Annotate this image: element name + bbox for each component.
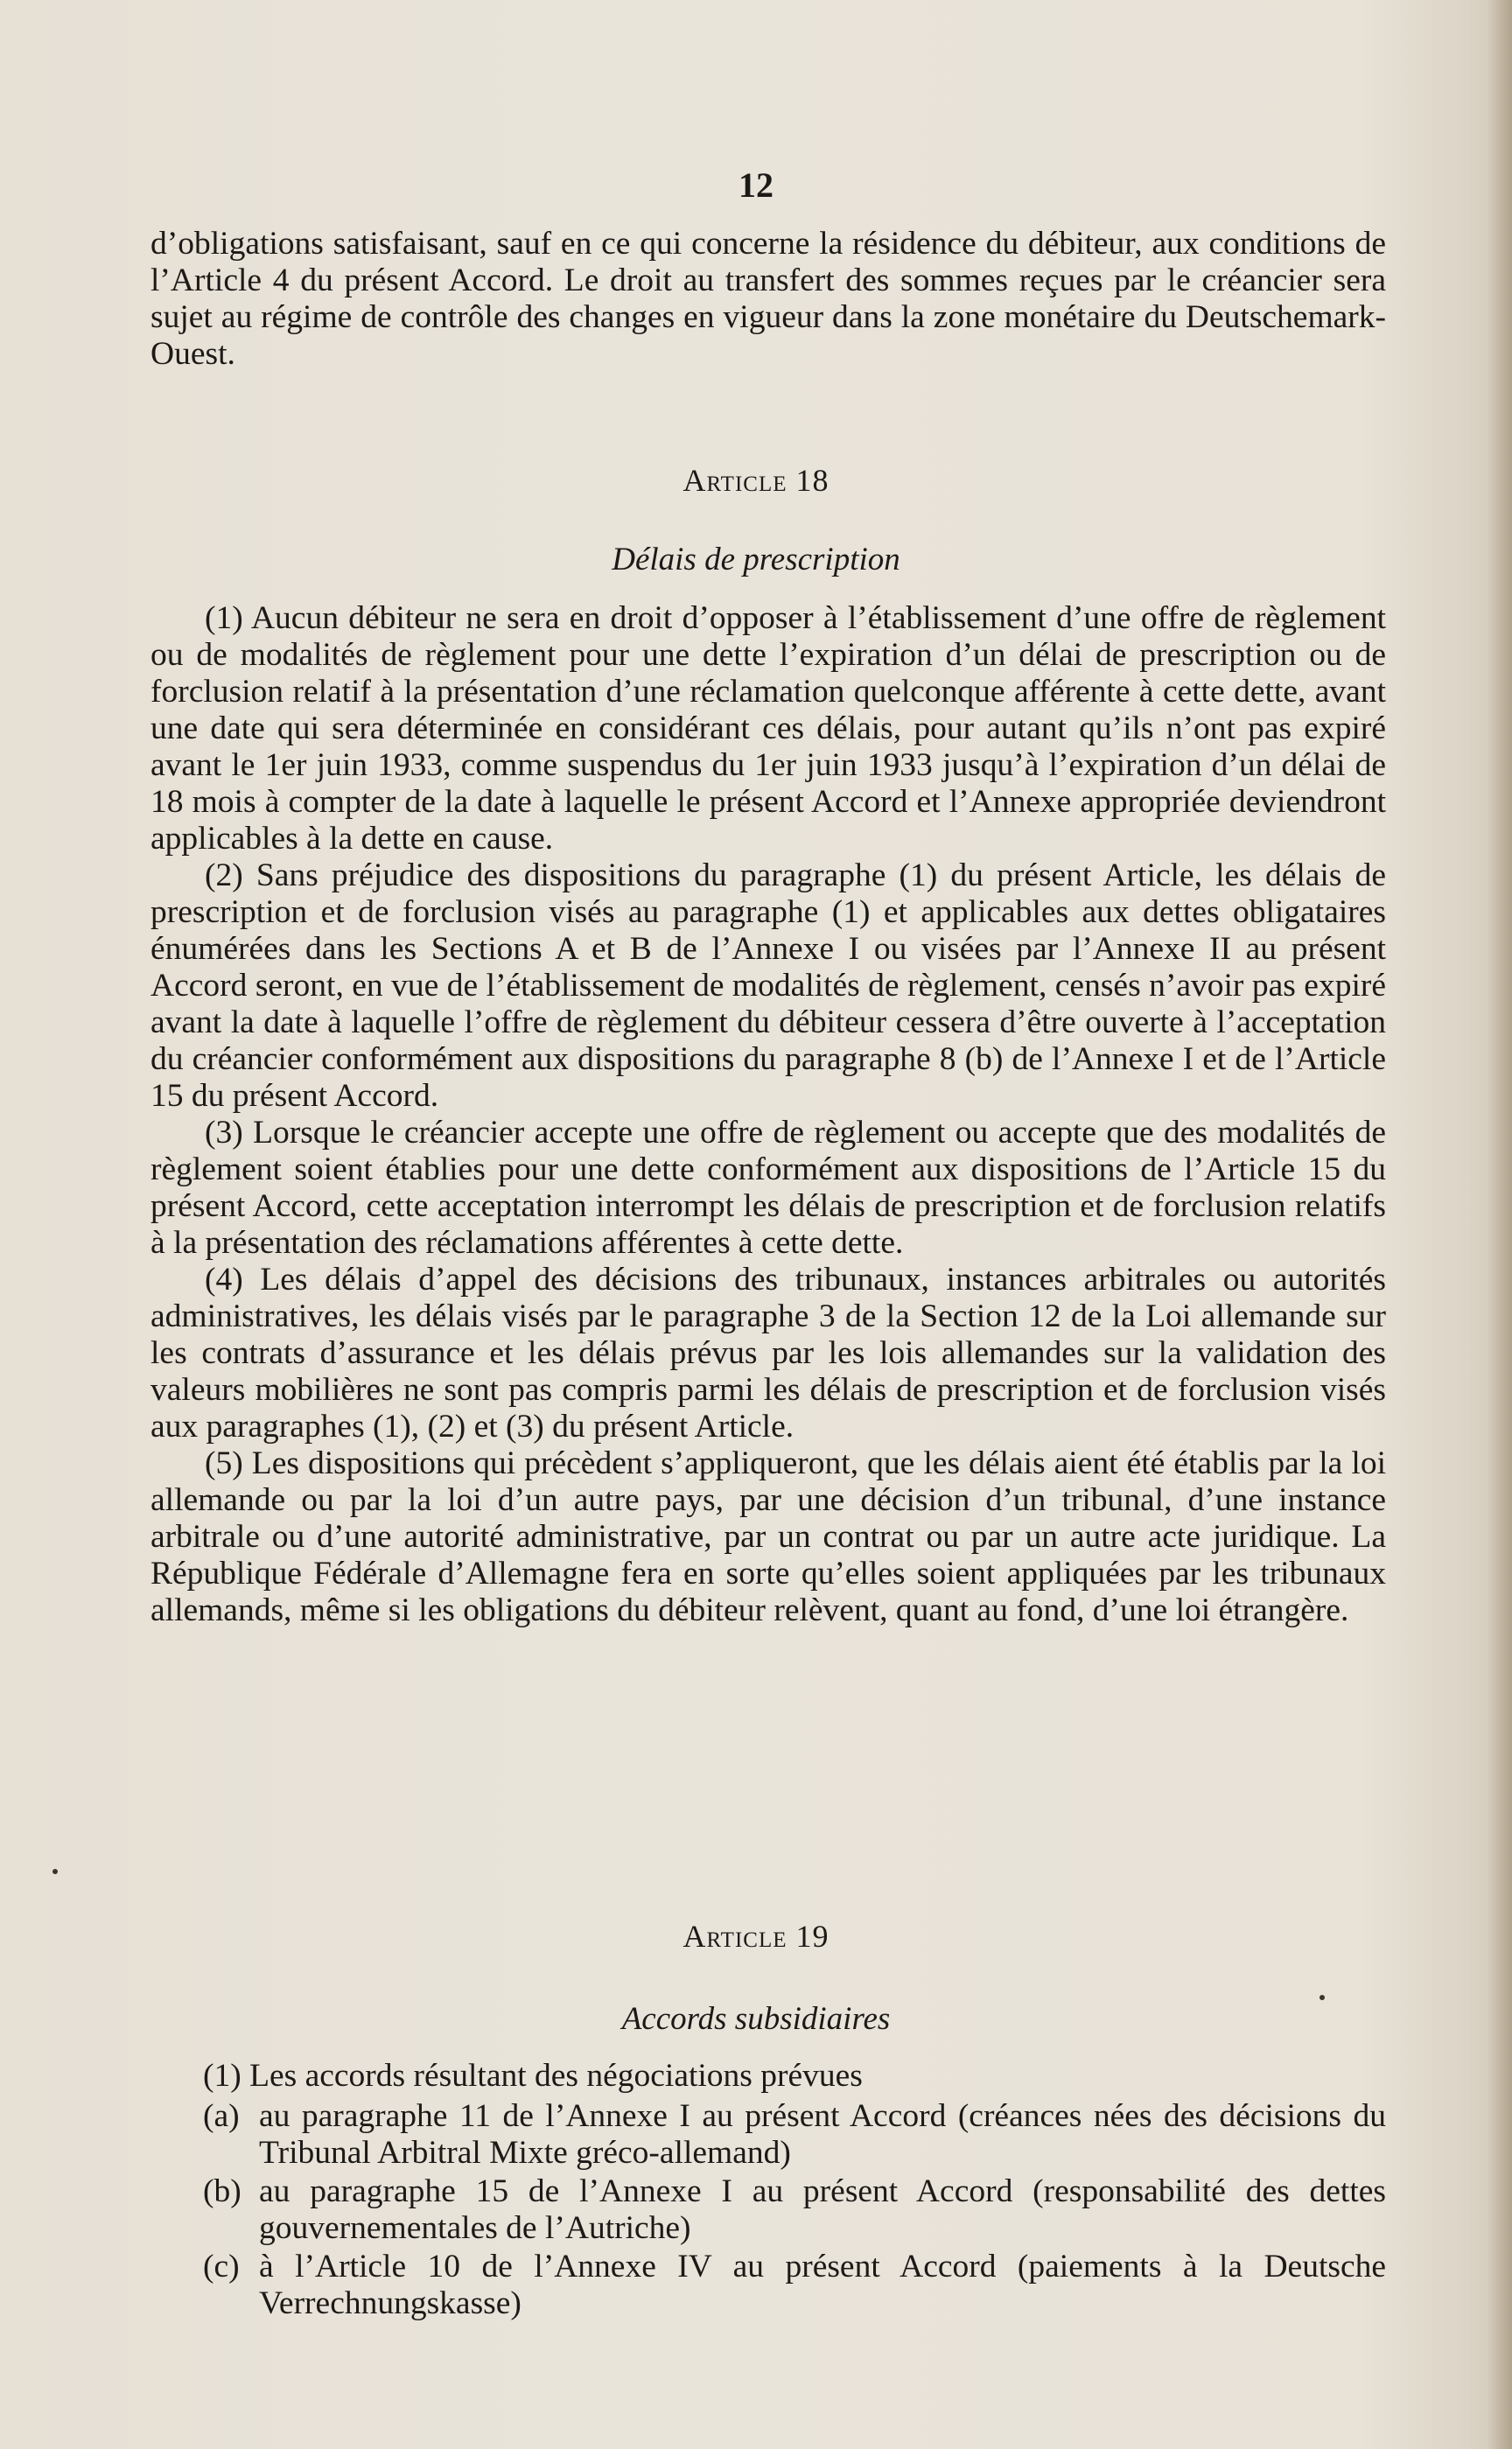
list-item-text: à l’Article 10 de l’Annexe IV au présent Accord (paiements à la Deutsche Verrechnungskasse) <box>259 2249 1386 2321</box>
list-marker: (a) <box>203 2098 240 2134</box>
article-18-paragraph-3: (3) Lorsque le créancier accepte une offre de règlement ou accepte que des modalités de règlement soient établies pour une dette conformément aux dispositions de l’Article 15 du présent Accord, cette acceptation interrompt les délais de prescription et de forclusion relatifs à la présentation des réclamations afférentes à cette dette. <box>150 1115 1386 1261</box>
article-19-intro: (1) Les accords résultant des négociations prévues <box>203 2058 863 2094</box>
article-19-heading: Article 19 <box>682 1919 830 1954</box>
article-19-item-a <box>203 2098 1386 2172</box>
list-marker: (c) <box>203 2249 240 2285</box>
print-speck <box>1320 1995 1325 2000</box>
article-18-paragraph-1: (1) Aucun débiteur ne sera en droit d’opposer à l’établissement d’une offre de règlement ou de modalités de règlement pour une dette l’expiration d’un délai de prescription ou de forclusion relatif à la présentation d’une réclamation quelconque afférente à cette dette, avant une date qui sera déterminée en considérant ces délais, pour autant qu’ils n’ont pas expiré avant le 1er juin 1933, comme suspendus du 1er juin 1933 jusqu’à l’expiration d’un délai de 18 mois à compter de la date à laquelle le présent Accord et l’Annexe appropriée deviendront applicables à la dette en cause. <box>150 600 1386 857</box>
article-18-title: Délais de prescription <box>612 542 900 577</box>
page-number: 12 <box>738 165 774 205</box>
print-speck <box>52 1869 58 1874</box>
page-edge-shadow <box>1488 0 1512 2449</box>
intro-paragraph: d’obligations satisfaisant, sauf en ce qui concerne la résidence du débiteur, aux conditions de l’Article 4 du présent Accord. Le droit au transfert des sommes reçues par le créancier sera sujet au régime de contrôle des changes en vigueur dans la zone monétaire du Deutschemark-Ouest. <box>150 226 1386 372</box>
list-marker: (b) <box>203 2173 242 2209</box>
intro-paragraph-block <box>150 226 1386 373</box>
list-item-text: au paragraphe 15 de l’Annexe I au présent Accord (responsabilité des dettes gouvernementales de l’Autriche) <box>259 2173 1386 2246</box>
article-18-paragraph-4: (4) Les délais d’appel des décisions des tribunaux, instances arbitrales ou autorités administratives, les délais visés par le paragraphe 3 de la Section 12 de la Loi allemande sur les contrats d’assurance et les délais prévus par les lois allemandes sur la validation des valeurs mobilières ne sont pas compris parmi les délais de prescription et de forclusion visés aux paragraphes (1), (2) et (3) du présent Article. <box>150 1262 1386 1445</box>
article-18-paragraph-5: (5) Les dispositions qui précèdent s’appliqueront, que les délais aient été établis par la loi allemande ou par la loi d’un autre pays, par une décision d’un tribunal, d’une instance arbitrale ou d’une autorité administrative, par un contrat ou par un autre acte juridique. La République Fédérale d’Allemagne fera en sorte qu’elles soient appliquées par les tribunaux allemands, même si les obligations du débiteur relèvent, quant au fond, d’une loi étrangère. <box>150 1445 1386 1628</box>
article-19-item-c <box>203 2249 1386 2322</box>
article-18-body <box>150 600 1386 1629</box>
article-18-heading: Article 18 <box>682 463 830 498</box>
list-item-text: au paragraphe 11 de l’Annexe I au présent Accord (créances nées des décisions du Tribunal Arbitral Mixte gréco-allemand) <box>259 2098 1386 2171</box>
article-18-paragraph-2: (2) Sans préjudice des dispositions du paragraphe (1) du présent Article, les délais de prescription et de forclusion visés au paragraphe (1) et applicables aux dettes obligataires énumérées dans les Sections A et B de l’Annexe I ou visées par l’Annexe II au présent Accord seront, en vue de l’établissement de modalités de règlement, censés n’avoir pas expiré avant la date à laquelle l’offre de règlement du débiteur cessera d’être ouverte à l’acceptation du créancier conformément aux dispositions du paragraphe 8 (b) de l’Annexe I et de l’Article 15 du présent Accord. <box>150 857 1386 1114</box>
article-19-item-b <box>203 2173 1386 2247</box>
article-19-title: Accords subsidiaires <box>621 2001 891 2037</box>
